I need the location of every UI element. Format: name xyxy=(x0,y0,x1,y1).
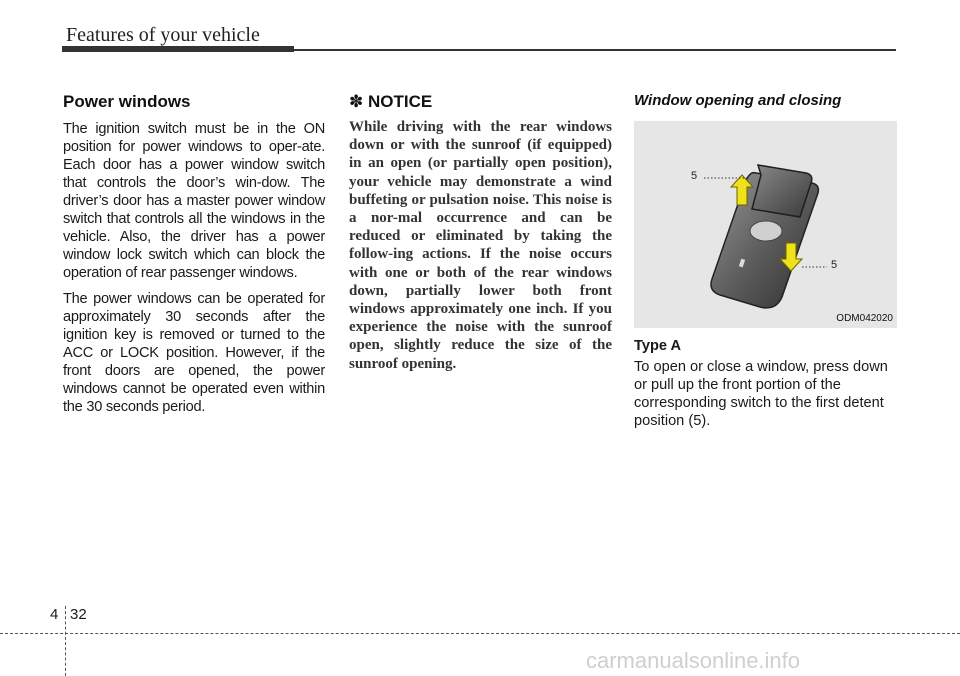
notice-title: ✽ NOTICE xyxy=(349,92,433,111)
column-notice xyxy=(349,92,612,373)
power-windows-paragraph-1: The ignition switch must be in the ON position for power windows to oper-ate. Each door has a power window switch that controls the door’s win-dow. The driver’s door has a master power window switch that controls all the windows in the vehicle. Also, the driver has a power window lock switch which can block the operation of rear passenger windows. xyxy=(63,121,325,281)
column-window-opening xyxy=(634,92,897,438)
window-opening-text: To open or close a window, press down or pull up the front portion of the corresponding switch to the first detent position (5). xyxy=(634,359,888,429)
figure-label-5-bottom: 5 xyxy=(831,259,838,271)
window-switch-icon xyxy=(634,121,897,328)
footer-rule xyxy=(0,633,960,634)
footer-divider xyxy=(65,606,66,676)
type-a-label: Type A xyxy=(634,338,682,354)
notice-text: While driving with the rear windows down or with the sunroof (if equipped) in an open (or partially open position), your vehicle may demonstrate a wind buffeting or pulsation noise. This noise is a nor-mal occurrence and can be reduced or eliminated by taking the follow-ing actions. If the noise occurs with one or both of the rear windows down, partially lower both front windows approximately one inch. If you experience the noise with the sunroof open, slightly reduce the size of the sunroof opening. xyxy=(349,119,612,372)
section-header-title: Features of your vehicle xyxy=(66,24,260,46)
header-rule xyxy=(62,49,896,51)
power-windows-paragraph-2: The power windows can be operated for approximately 30 seconds after the ignition key is removed or turned to the ACC or LOCK position. However, if the front doors are opened, the power windows cannot be operated even within the 30 seconds period. xyxy=(63,291,325,415)
figure-code: ODM042020 xyxy=(836,313,893,324)
chapter-number: 4 xyxy=(50,606,59,623)
power-windows-heading: Power windows xyxy=(63,92,191,111)
watermark: carmanualsonline.info xyxy=(586,648,801,673)
column-power-windows xyxy=(63,92,325,424)
figure-label-5-top: 5 xyxy=(691,170,698,182)
window-opening-heading: Window opening and closing xyxy=(634,92,842,109)
window-switch-illustration xyxy=(634,121,897,328)
page-number: 32 xyxy=(70,606,87,623)
